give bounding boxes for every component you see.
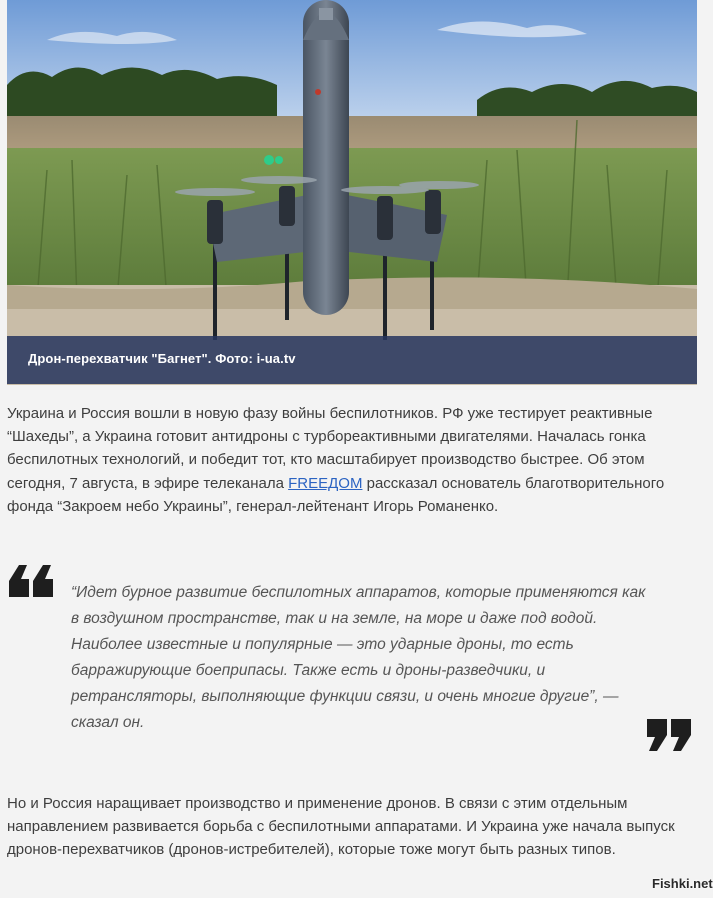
article-paragraph (7, 402, 697, 518)
photo-caption: Дрон-перехватчик "Багнет". Фото: i-ua.tv (28, 351, 296, 366)
article-paragraph: Но и Россия наращивает производство и применение дронов. В связи с этим отдельным направлением развивается борьба с беспилотными аппаратами. И Украина уже начала выпуск дронов-перехватчиков (дронов-истребителей), которые тоже могут быть разных типов. (7, 795, 675, 859)
freedom-link[interactable]: FREEДОМ (288, 474, 363, 492)
quote-close-icon (647, 719, 695, 751)
site-watermark: Fishki.net (652, 876, 713, 891)
blockquote-text: “Идет бурное развитие беспилотных аппаратов, которые применяются как в воздушном пространстве, так и на земле, на море и даже под водой. Наиболее известные и популярные — это ударные дроны, то есть барражирующие боеприпасы. Также есть и дроны-разведчики, и ретрансляторы, выполняющие функции связи, и очень многие другие”, — сказал он. (71, 584, 646, 731)
article-photo (7, 0, 697, 384)
paragraph-text: Украина и Россия вошли в новую фазу войны беспилотников. РФ уже тестирует реактивные “Шахеды”, а Украина готовит антидроны с турбореактивными двигателями. Началась гонка беспилотных технологий, и победит тот, кто масштабирует производство быстрее. Об этом сегодня, 7 августа, в эфире телеканала (7, 405, 653, 492)
paragraph-text: рассказал основатель благотворительного фонда “Закроем небо Украины”, генерал-лейтенант Игорь Романенко. (7, 474, 665, 515)
quote-open-icon (9, 565, 57, 597)
drone-photo (7, 0, 697, 384)
